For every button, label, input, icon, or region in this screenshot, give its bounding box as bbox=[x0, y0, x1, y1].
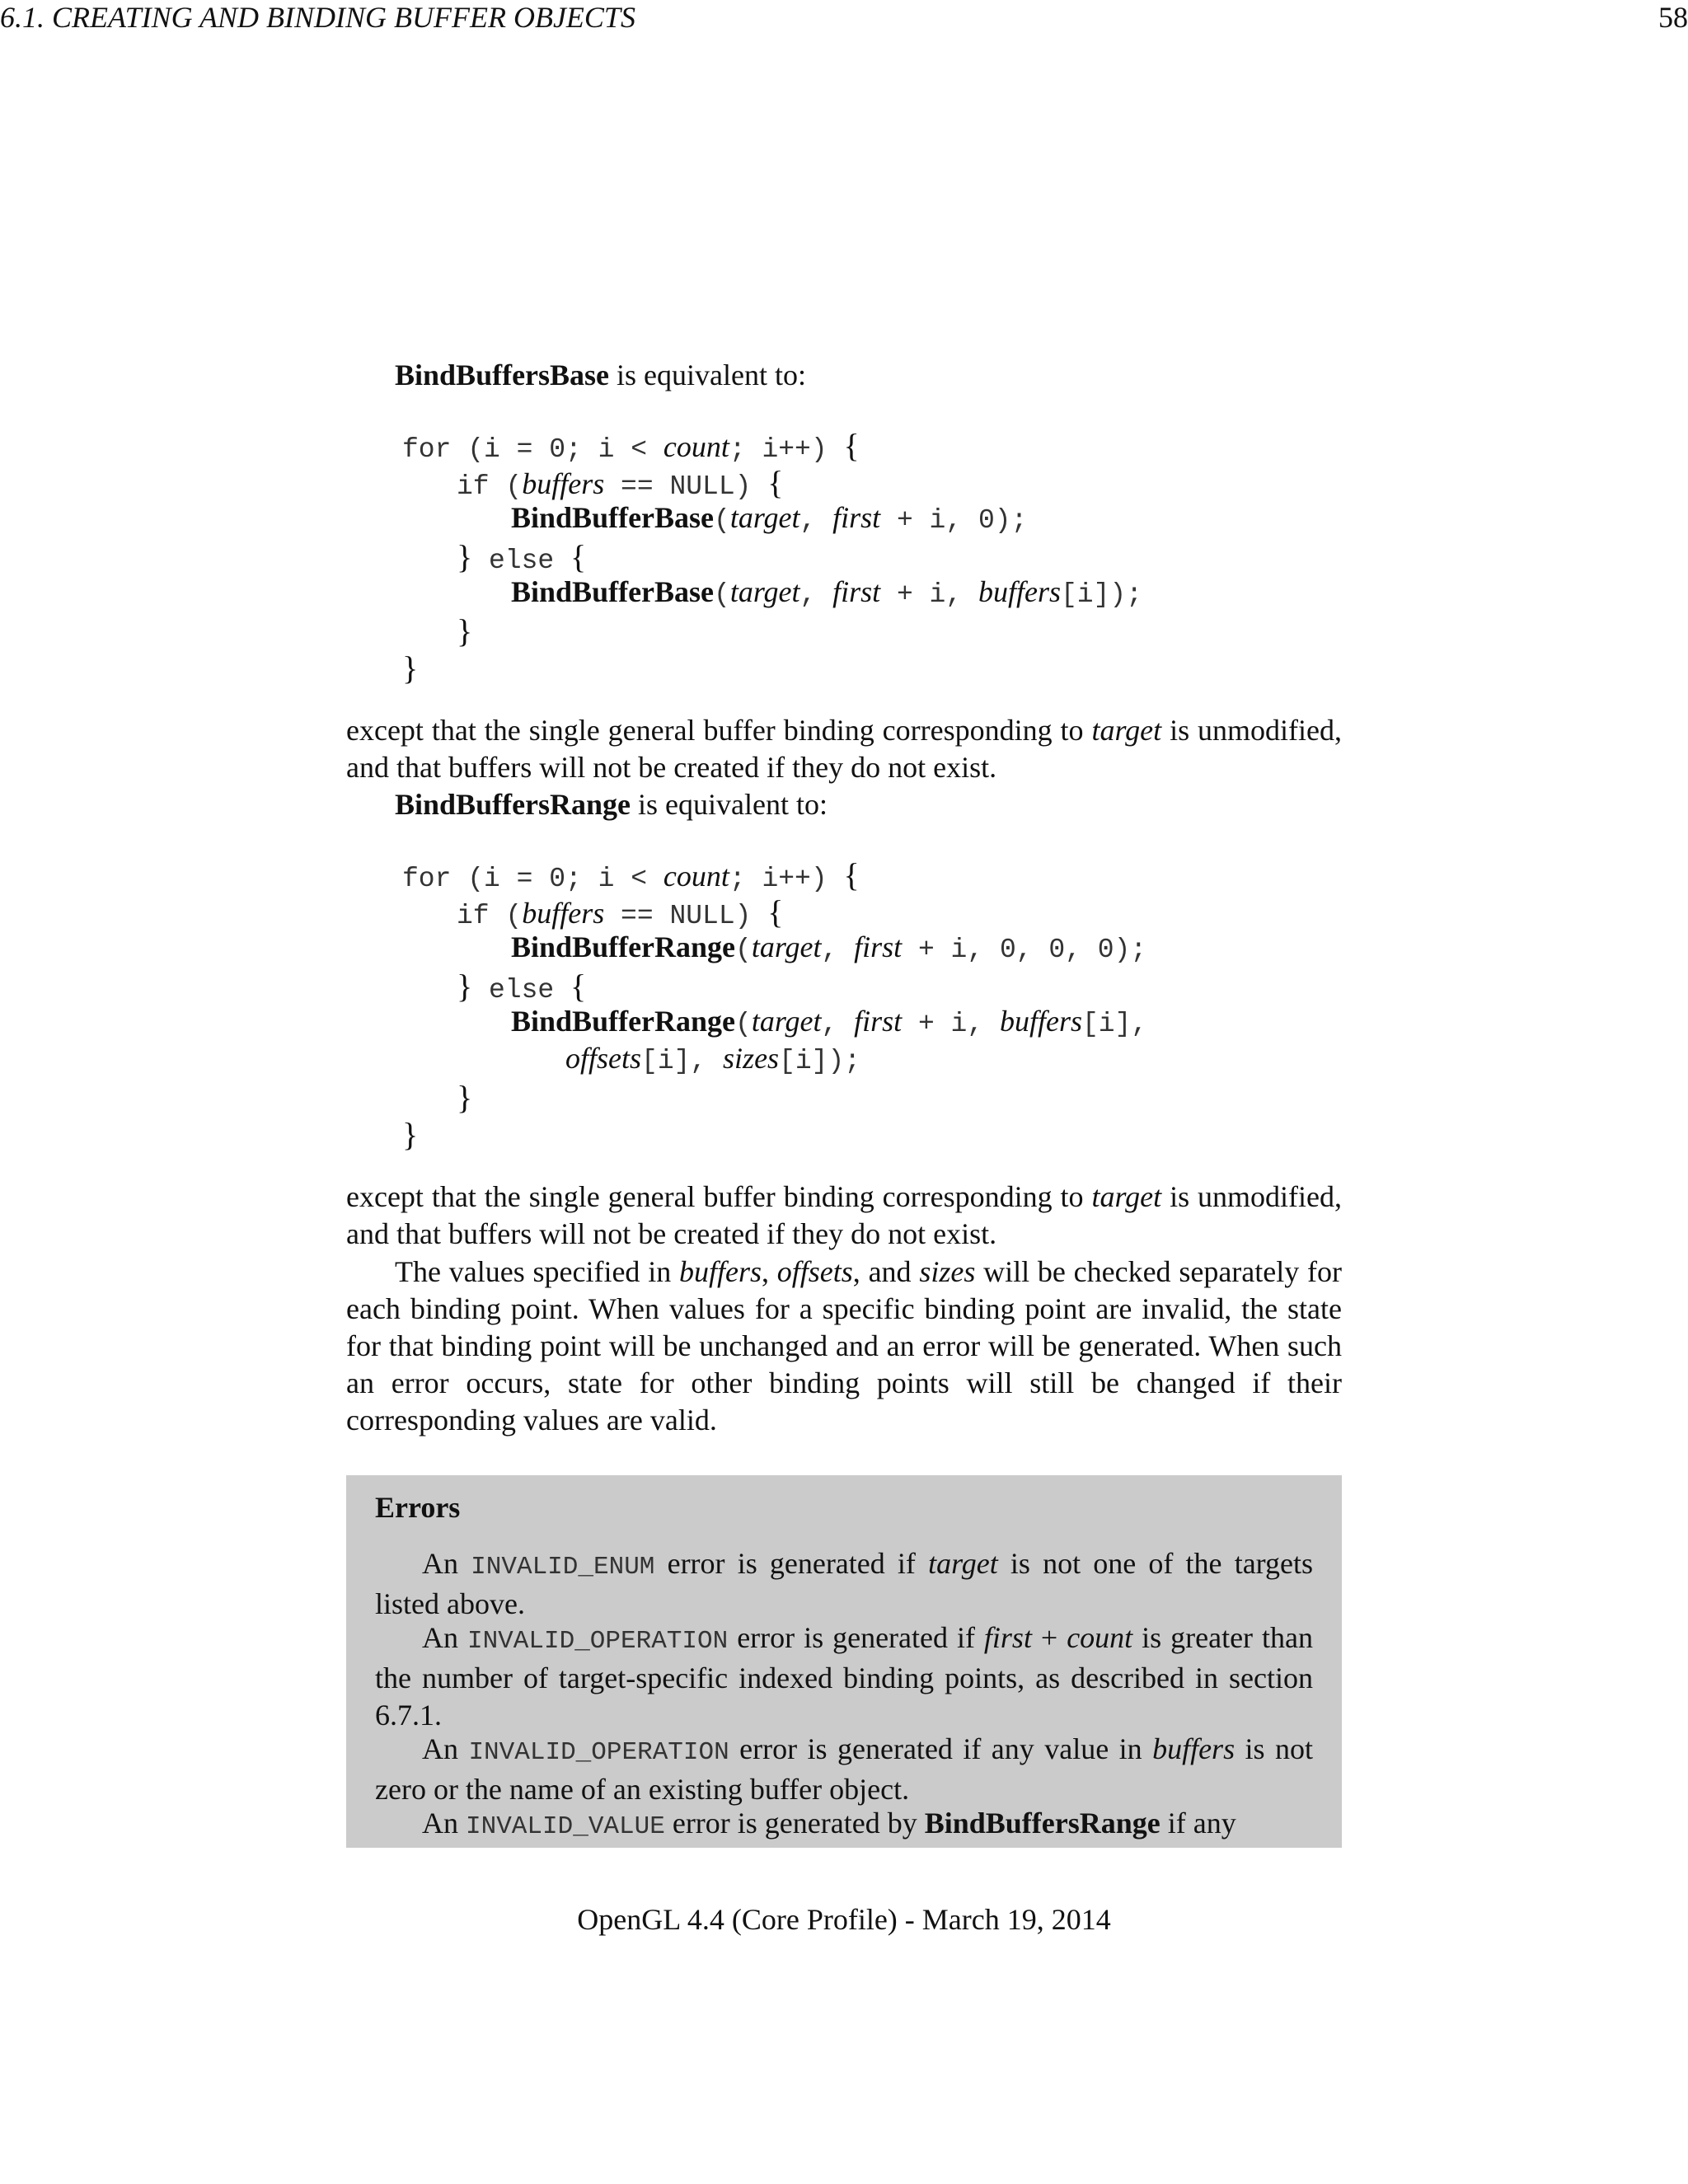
text: The values specified in bbox=[395, 1255, 679, 1288]
code-text: == NULL) bbox=[604, 901, 768, 931]
code-text: else bbox=[472, 975, 571, 1005]
code-line bbox=[402, 855, 860, 894]
brace: { bbox=[843, 856, 860, 893]
code-text: for (i = 0; i < bbox=[402, 434, 663, 465]
text: , bbox=[762, 1255, 777, 1288]
code-text: + i, bbox=[902, 935, 1000, 965]
code-text: , bbox=[799, 579, 833, 610]
code-line bbox=[511, 500, 1027, 536]
code-var: first bbox=[832, 501, 881, 534]
paragraph bbox=[346, 1179, 1342, 1253]
code-text: else bbox=[472, 546, 571, 576]
code-var: sizes bbox=[723, 1042, 780, 1075]
error-code: INVALID_OPERATION bbox=[467, 1627, 729, 1656]
text: , and bbox=[852, 1255, 920, 1288]
code-line bbox=[511, 1004, 1147, 1039]
text: is unmodified, and that buffers will not be created if they do not exist. bbox=[346, 714, 1343, 784]
error-item bbox=[375, 1619, 1313, 1734]
section-title: 6.1. CREATING AND BINDING BUFFER OBJECTS bbox=[0, 1, 635, 34]
brace: { bbox=[570, 968, 587, 1005]
code-text: 0); bbox=[978, 505, 1028, 536]
text: An bbox=[422, 1621, 467, 1654]
bindbuffersbase-intro bbox=[395, 358, 806, 392]
paragraph bbox=[346, 712, 1342, 786]
italic-term: target bbox=[1091, 714, 1162, 747]
code-var: buffers bbox=[522, 467, 605, 500]
code-line bbox=[457, 1078, 472, 1117]
error-item bbox=[375, 1731, 1313, 1808]
code-line bbox=[511, 930, 1146, 965]
code-text: + i, bbox=[902, 1009, 1000, 1039]
function-name: BindBuffersBase bbox=[395, 359, 610, 391]
code-fn: BindBufferBase bbox=[511, 575, 715, 608]
text: is greater than the number of target-specific indexed binding points, as described in section 6.7.1. bbox=[375, 1621, 1313, 1732]
brace: } bbox=[457, 538, 473, 575]
code-text: [i], bbox=[1081, 1009, 1148, 1039]
page-footer: OpenGL 4.4 (Core Profile) - March 19, 2014 bbox=[577, 1903, 1111, 1936]
italic-term: sizes bbox=[919, 1255, 976, 1288]
text: is unmodified, and that buffers will not be created if they do not exist. bbox=[346, 1180, 1343, 1250]
text: except that the single general buffer binding corresponding to bbox=[346, 714, 1092, 747]
code-var: target bbox=[751, 930, 822, 963]
code-line bbox=[565, 1041, 860, 1076]
error-code: INVALID_ENUM bbox=[471, 1553, 655, 1582]
text: + bbox=[1031, 1621, 1067, 1654]
code-var: target bbox=[751, 1005, 822, 1038]
text: is not one of the targets listed above. bbox=[375, 1547, 1313, 1620]
code-var: buffers bbox=[522, 897, 605, 930]
code-var: buffers bbox=[978, 575, 1061, 608]
code-line bbox=[457, 537, 586, 576]
text: if any bbox=[1160, 1807, 1236, 1840]
code-text: [i]); bbox=[779, 1046, 861, 1076]
code-text: , bbox=[799, 505, 833, 536]
code-text: if ( bbox=[457, 901, 523, 931]
code-var: count bbox=[663, 430, 729, 463]
text: will be checked separately for each binding point. When values for a specific binding point are invalid, the state for that binding point will be unchanged and an error will be generated. When such an error occurs, state for other binding points will still be changed if their corresponding values are valid. bbox=[346, 1255, 1342, 1436]
text: except that the single general buffer binding corresponding to bbox=[346, 1180, 1092, 1213]
italic-term: buffers bbox=[1152, 1732, 1236, 1765]
code-text: == NULL) bbox=[604, 471, 768, 502]
brace: } bbox=[402, 649, 419, 687]
italic-term: buffers bbox=[678, 1255, 762, 1288]
code-text: 0, 0, 0); bbox=[999, 935, 1147, 965]
brace: { bbox=[767, 893, 784, 930]
code-line bbox=[402, 1115, 418, 1154]
brace: } bbox=[457, 968, 473, 1005]
code-text: ( bbox=[735, 1009, 752, 1039]
code-text: ; i++) bbox=[729, 864, 844, 894]
code-var: first bbox=[854, 930, 903, 963]
brace: { bbox=[843, 427, 860, 464]
text: An bbox=[422, 1807, 466, 1840]
code-var: target bbox=[729, 501, 800, 534]
code-text: for (i = 0; i < bbox=[402, 864, 663, 894]
brace: } bbox=[457, 1079, 473, 1116]
brace: { bbox=[570, 538, 587, 575]
code-text: , bbox=[821, 935, 855, 965]
italic-term: target bbox=[928, 1547, 998, 1580]
code-var: offsets bbox=[565, 1042, 642, 1075]
code-fn: BindBufferRange bbox=[511, 1005, 736, 1038]
italic-term: target bbox=[1091, 1180, 1162, 1213]
code-var: first bbox=[832, 575, 881, 608]
code-line bbox=[402, 649, 418, 687]
error-code: INVALID_VALUE bbox=[466, 1812, 665, 1841]
text: error is generated if bbox=[654, 1547, 929, 1580]
intro-text: is equivalent to: bbox=[631, 788, 828, 821]
errors-box bbox=[346, 1475, 1342, 1848]
code-text: ( bbox=[735, 935, 752, 965]
code-text: ( bbox=[714, 579, 730, 610]
code-text: [i], bbox=[641, 1046, 724, 1076]
code-line bbox=[457, 893, 783, 931]
code-text: if ( bbox=[457, 471, 523, 502]
text: An bbox=[422, 1547, 471, 1580]
text: is not zero or the name of an existing buffer object. bbox=[375, 1732, 1313, 1806]
error-item bbox=[375, 1545, 1313, 1623]
brace: } bbox=[402, 1116, 419, 1153]
code-text: [i]); bbox=[1060, 579, 1143, 610]
brace: { bbox=[767, 464, 784, 501]
code-text: + i, bbox=[880, 579, 978, 610]
code-var: target bbox=[729, 575, 800, 608]
code-line bbox=[457, 967, 586, 1005]
italic-term: offsets bbox=[776, 1255, 853, 1288]
code-line bbox=[402, 426, 860, 465]
code-fn: BindBufferRange bbox=[511, 930, 736, 963]
code-line bbox=[457, 612, 472, 650]
error-code: INVALID_OPERATION bbox=[468, 1738, 729, 1767]
code-fn: BindBufferBase bbox=[511, 501, 715, 534]
text: error is generated by bbox=[664, 1807, 925, 1840]
bindbuffersrange-intro bbox=[395, 787, 828, 822]
error-item bbox=[375, 1805, 1313, 1845]
text: error is generated if bbox=[728, 1621, 984, 1654]
page-number: 58 bbox=[1658, 1, 1688, 34]
code-var: count bbox=[663, 860, 729, 893]
italic-term: first bbox=[983, 1621, 1032, 1654]
code-var: buffers bbox=[999, 1005, 1082, 1038]
function-name: BindBuffersRange bbox=[924, 1807, 1160, 1840]
brace: } bbox=[457, 612, 473, 649]
intro-text: is equivalent to: bbox=[609, 359, 807, 391]
text: An bbox=[422, 1732, 469, 1765]
code-text: ( bbox=[714, 505, 730, 536]
text: error is generated if any value in bbox=[729, 1732, 1153, 1765]
code-line bbox=[511, 574, 1142, 610]
code-text: + i, bbox=[880, 505, 978, 536]
italic-term: count bbox=[1067, 1621, 1133, 1654]
running-head bbox=[0, 0, 1688, 41]
function-name: BindBuffersRange bbox=[395, 788, 631, 821]
errors-heading: Errors bbox=[375, 1491, 461, 1524]
code-var: first bbox=[854, 1005, 903, 1038]
paragraph bbox=[346, 1254, 1342, 1439]
code-text: ; i++) bbox=[729, 434, 844, 465]
code-text: , bbox=[821, 1009, 855, 1039]
code-line bbox=[457, 463, 783, 502]
